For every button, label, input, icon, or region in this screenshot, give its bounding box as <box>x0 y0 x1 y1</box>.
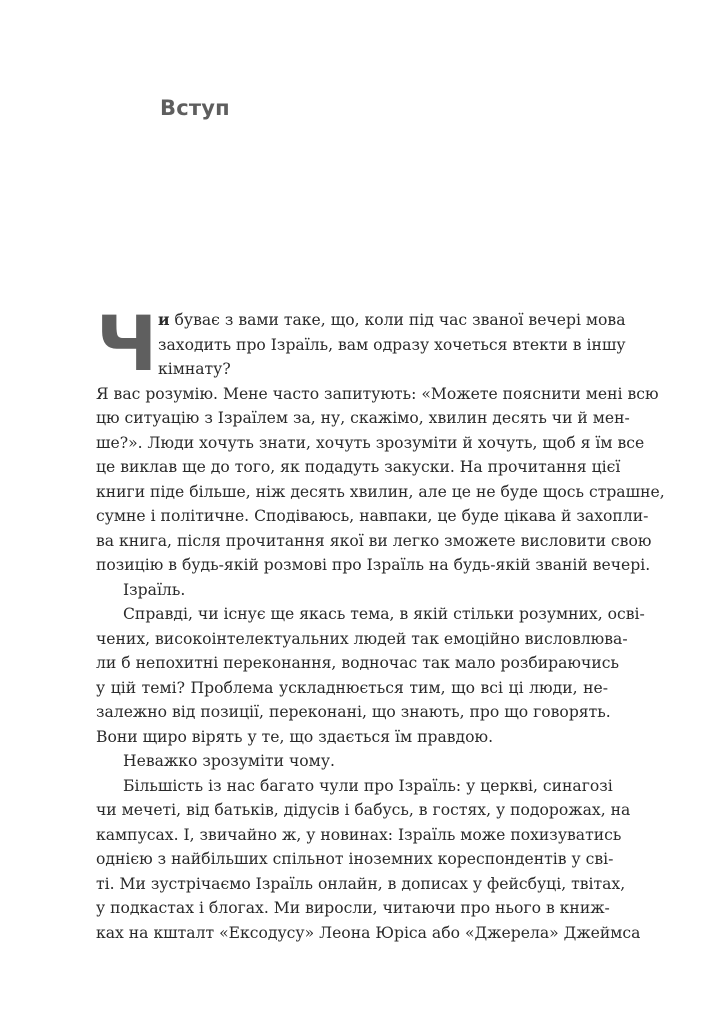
text-line: Вони щиро вірять у те, що здається їм правдою. <box>96 727 494 746</box>
text-line: Справді, чи існує ще якась тема, в якій стільки розумних, осві- <box>123 605 645 623</box>
text-line: кімнату? <box>158 360 231 378</box>
text-line: ше?». Люди хочуть знати, хочуть зрозуміти й хочуть, щоб я їм все <box>96 433 645 452</box>
text-line: заходить про Ізраїль, вам одразу хочеться втекти в іншу <box>158 335 626 354</box>
text-line: и буває з вами таке, що, коли під час званої вечері мова <box>158 310 626 329</box>
text-line: чених, високоінтелектуальних людей так емоційно висловлюва- <box>96 629 628 648</box>
text-line: кампусах. І, звичайно ж, у новинах: Ізраїль може похизуватись <box>96 825 622 844</box>
text-line: у цій темі? Проблема ускладнюється тим, що всі ці люди, не- <box>96 678 608 697</box>
lead-word: и <box>158 310 170 329</box>
drop-cap: Ч <box>96 299 158 388</box>
text-line: цю ситуацію з Ізраїлем за, ну, скажімо, хвилин десять чи й мен- <box>96 409 630 427</box>
text-line: чи мечеті, від батьків, дідусів і бабусь, в гостях, у подорожах, на <box>96 801 631 819</box>
chapter-heading: Вступ <box>160 96 230 120</box>
text-line: позицію в будь-якій розмові про Ізраїль на будь-якій званій вечері. <box>96 556 651 574</box>
body-text <box>96 299 665 945</box>
text-line: книги піде більше, ніж десять хвилин, але це не буде щось страшне, <box>96 482 665 501</box>
text-line: Ізраїль. <box>123 580 186 599</box>
text-line: Я вас розумію. Мене часто запитують: «Можете пояснити мені всю <box>96 384 659 403</box>
text-line: Більшість із нас багато чули про Ізраїль: у церкві, синагозі <box>123 776 613 795</box>
text-line: це виклав ще до того, як подадуть закуски. На прочитання цієї <box>96 458 621 476</box>
text-line: однією з найбільших спільнот іноземних кореспондентів у сві- <box>96 850 614 868</box>
text-line: сумне і політичне. Сподіваюсь, навпаки, це буде цікава й захопли- <box>96 507 649 525</box>
text-line: ли б непохитні переконання, водночас так мало розбираючись <box>96 654 619 672</box>
text-line: Неважко зрозуміти чому. <box>123 752 335 770</box>
text-line: залежно від позиції, переконані, що знають, про що говорять. <box>96 703 611 721</box>
text-line: ті. Ми зустрічаємо Ізраїль онлайн, в дописах у фейсбуці, твітах, <box>96 874 626 893</box>
text-line: у подкастах і блогах. Ми виросли, читаючи про нього в книж- <box>96 899 610 917</box>
text-line: ва книга, після прочитання якої ви легко зможете висловити свою <box>96 531 652 550</box>
text-line: ках на кшталт «Ексодусу» Леона Юріса або «Джерела» Джеймса <box>96 923 641 942</box>
